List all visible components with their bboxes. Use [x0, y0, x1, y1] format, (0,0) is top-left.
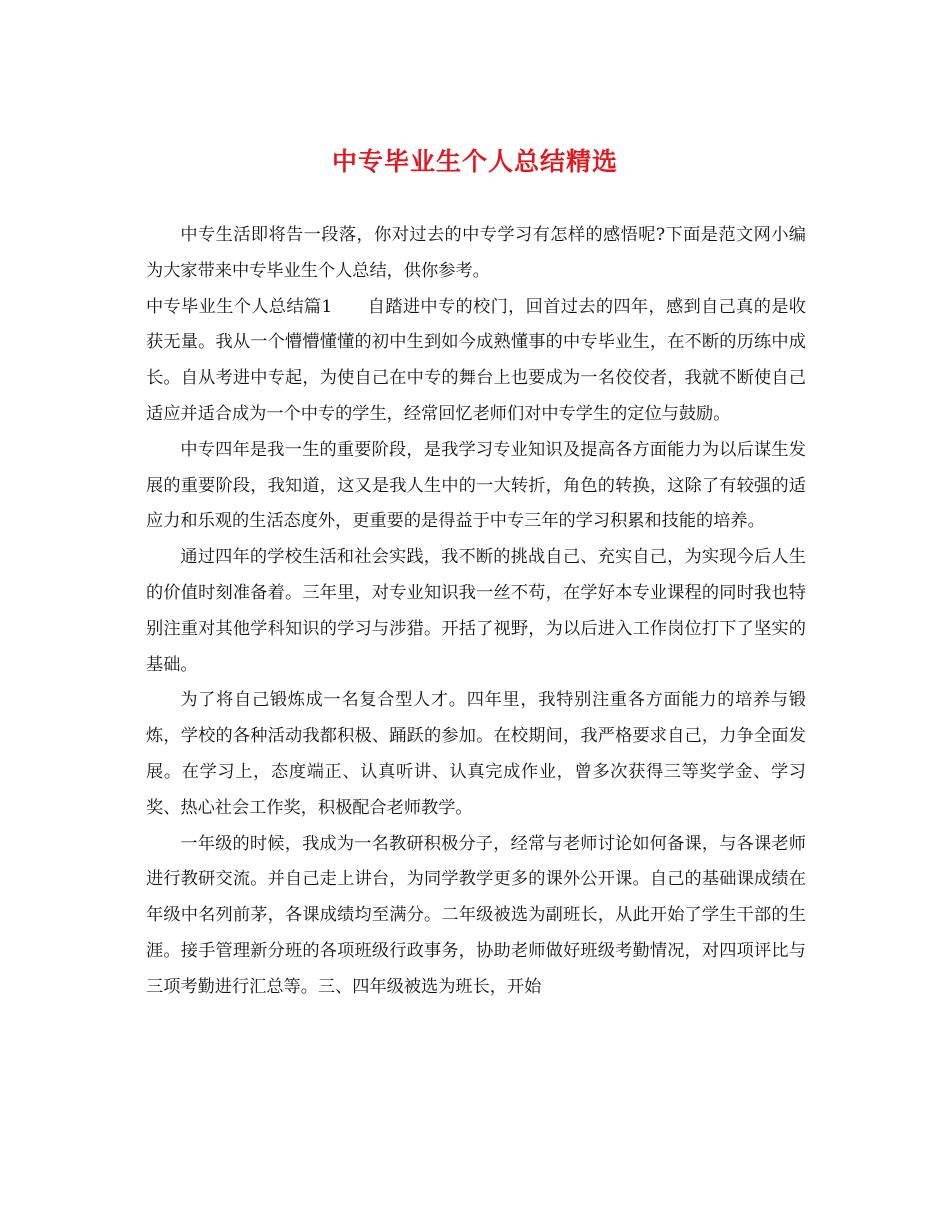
- paragraph-intro: 中专生活即将告一段落，你对过去的中专学习有怎样的感悟呢?下面是范文网小编为大家带来中专毕业生个人总结，供你参考。: [146, 225, 806, 281]
- paragraph-practice: 通过四年的学校生活和社会实践，我不断的挑战自己、充实自己，为实现今后人生的价值时刻准备着。三年里，对专业知识我一丝不苟，在学好本专业课程的同时我也特别注重对其他学科知识的学习与涉猎。开括了视野，为以后进入工作岗位打下了坚实的基础。: [146, 547, 806, 675]
- paragraph-first-year: 一年级的时候，我成为一名教研积极分子，经常与老师讨论如何备课，与各课老师进行教研交流。并自己走上讲台，为同学教学更多的课外公开课。自己的基础课成绩在年级中名列前茅，各课成绩均至满分。二年级被选为副班长，从此开始了学生干部的生涯。接手管理新分班的各项班级行政事务，协助老师做好班级考勤情况，对四项评比与三项考勤进行汇总等。三、四年级被选为班长，开始: [146, 833, 806, 997]
- document-title: 中专毕业生个人总结精选: [331, 147, 618, 176]
- document-body: [146, 218, 806, 1006]
- paragraph-training: 为了将自己锻炼成一名复合型人才。四年里，我特别注重各方面能力的培养与锻炼，学校的各种活动我都积极、踊跃的参加。在校期间，我严格要求自己，力争全面发展。在学习上，态度端正、认真听讲、认真完成作业，曾多次获得三等奖学金、学习奖、热心社会工作奖，积极配合老师教学。: [146, 690, 806, 818]
- paragraph-section-1: 中专毕业生个人总结篇1 自踏进中专的校门，回首过去的四年，感到自己真的是收获无量。我从一个懵懵懂懂的初中生到如今成熟懂事的中专毕业生，在不断的历练中成长。自从考进中专起，为使自己在中专的舞台上也要成为一名佼佼者，我就不断使自己适应并适合成为一个中专的学生，经常回忆老师们对中专学生的定位与鼓励。: [146, 296, 806, 424]
- paragraph-four-years: 中专四年是我一生的重要阶段，是我学习专业知识及提高各方面能力为以后谋生发展的重要阶段，我知道，这又是我人生中的一大转折，角色的转换，这除了有较强的适应力和乐观的生活态度外，更重要的是得益于中专三年的学习积累和技能的培养。: [146, 439, 806, 532]
